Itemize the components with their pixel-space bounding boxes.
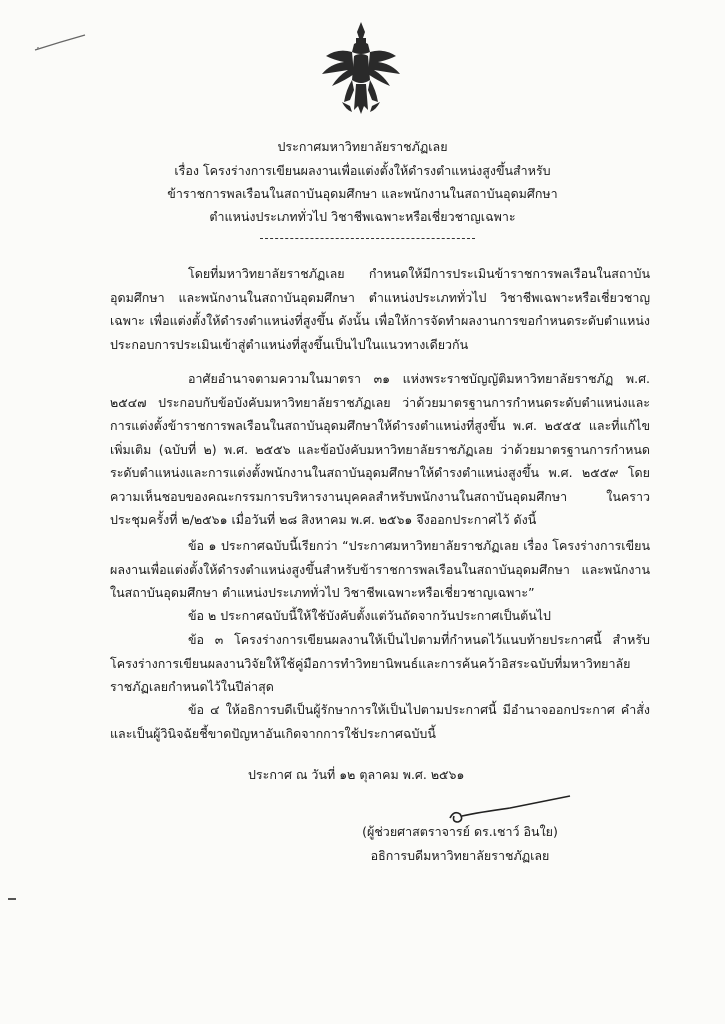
garuda-emblem-icon (318, 20, 404, 120)
preamble-text: โดยที่มหาวิทยาลัยราชภัฏเลย กำหนดให้มีการประเมินข้าราชการพลเรือนในสถาบันอุดมศึกษา และพนักงานในสถาบันอุดมศึกษา ตำแหน่งประเภททั่วไป วิชาชีพเฉพาะหรือเชี่ยวชาญเฉพาะ เพื่อแต่งตั้งให้ดำรงตำแหน่งที่สูงขึ้น ดังนั้น เพื่อให้การจัดทำผลงานการขอกำหนดระดับตำแหน่งประกอบการประเมินเข้าสู่ตำแหน่งที่สูงขึ้นเป็นไปในแนวทางเดียวกัน (110, 266, 650, 352)
subject-line-2: ข้าราชการพลเรือนในสถาบันอุดมศึกษา และพนักงานในสถาบันอุดมศึกษา (167, 186, 558, 201)
clause-2-text: ข้อ ๒ ประกาศฉบับนี้ให้ใช้บังคับตั้งแต่วันถัดจากวันประกาศเป็นต้นไป (188, 608, 551, 623)
signer-title: อธิการบดีมหาวิทยาลัยราชภัฏเลย (370, 848, 550, 863)
clause-3-text: ข้อ ๓ โครงร่างการเขียนผลงานให้เป็นไปตามที่กำหนดไว้แนบท้ายประกาศนี้ สำหรับโครงร่างการเขียนผลงานวิจัยให้ใช้คู่มือการทำวิทยานิพนธ์และการค้นคว้าอิสระฉบับที่มหาวิทยาลัยราชภัฏเลยกำหนดไว้ในปีล่าสุด (110, 632, 650, 694)
clause-3-paragraph (110, 628, 650, 699)
authority-text: อาศัยอำนาจตามความในมาตรา ๓๑ แห่งพระราชบัญญัติมหาวิทยาลัยราชภัฏ พ.ศ. ๒๕๔๗ ประกอบกับข้อบังคับมหาวิทยาลัยราชภัฏเลย ว่าด้วยมาตรฐานการกำหนดระดับตำแหน่งและการแต่งตั้งข้าราชการพลเรือนในสถาบันอุดมศึกษาให้ดำรงตำแหน่งที่สูงขึ้น พ.ศ. ๒๕๕๕ และที่แก้ไขเพิ่มเติม (ฉบับที่ ๒) พ.ศ. ๒๕๕๖ และข้อบังคับมหาวิทยาลัยราชภัฏเลย ว่าด้วยมาตรฐานการกำหนดระดับตำแหน่งและการแต่งตั้งพนักงานในสถาบันอุดมศึกษาให้ดำรงตำแหน่งสูงขึ้น พ.ศ. ๒๕๕๙ โดยความเห็นชอบของคณะกรรมการบริหารงานบุคคลสำหรับพนักงานในสถาบันอุดมศึกษา ในคราวประชุมครั้งที่ ๒/๒๕๖๑ เมื่อวันที่ ๒๘ สิงหาคม พ.ศ. ๒๕๖๑ จึงออกประกาศไว้ ดังนี้ (110, 371, 650, 527)
subject-line-3: ตำแหน่งประเภททั่วไป วิชาชีพเฉพาะหรือเชี่ยวชาญเฉพาะ (209, 209, 516, 224)
heading-divider (260, 238, 475, 239)
subject-line-1: เรื่อง โครงร่างการเขียนผลงานเพื่อแต่งตั้งให้ดำรงตำแหน่งสูงขึ้นสำหรับ (174, 163, 551, 178)
clause-1-text: ข้อ ๑ ประกาศฉบับนี้เรียกว่า “ประกาศมหาวิทยาลัยราชภัฏเลย เรื่อง โครงร่างการเขียนผลงานเพื่อแต่งตั้งให้ดำรงตำแหน่งสูงขึ้นสำหรับข้าราชการพลเรือนในสถาบันอุดมศึกษา และพนักงานในสถาบันอุดมศึกษา ตำแหน่งประเภททั่วไป วิชาชีพเฉพาะหรือเชี่ยวชาญเฉพาะ” (110, 538, 650, 600)
clause-2-paragraph (110, 604, 650, 628)
margin-mark (8, 898, 16, 900)
clause-4-text: ข้อ ๔ ให้อธิการบดีเป็นผู้รักษาการให้เป็นไปตามประกาศนี้ มีอำนาจออกประกาศ คำสั่ง และเป็นผู้วินิจฉัยชี้ขาดปัญหาอันเกิดจากการใช้ประกาศฉบับนี้ (110, 702, 650, 741)
signer-name: (ผู้ช่วยศาสตราจารย์ ดร.เชาว์ อินใย) (362, 824, 558, 839)
clause-1-paragraph (110, 534, 650, 605)
clause-4-paragraph (110, 698, 650, 745)
preamble-paragraph (110, 262, 650, 356)
announcement-title: ประกาศมหาวิทยาลัยราชภัฏเลย (277, 139, 448, 154)
scan-mark-icon (30, 30, 90, 55)
authority-paragraph (110, 367, 650, 532)
announcement-date: ประกาศ ณ วันที่ ๑๒ ตุลาคม พ.ศ. ๒๕๖๑ (248, 767, 465, 782)
